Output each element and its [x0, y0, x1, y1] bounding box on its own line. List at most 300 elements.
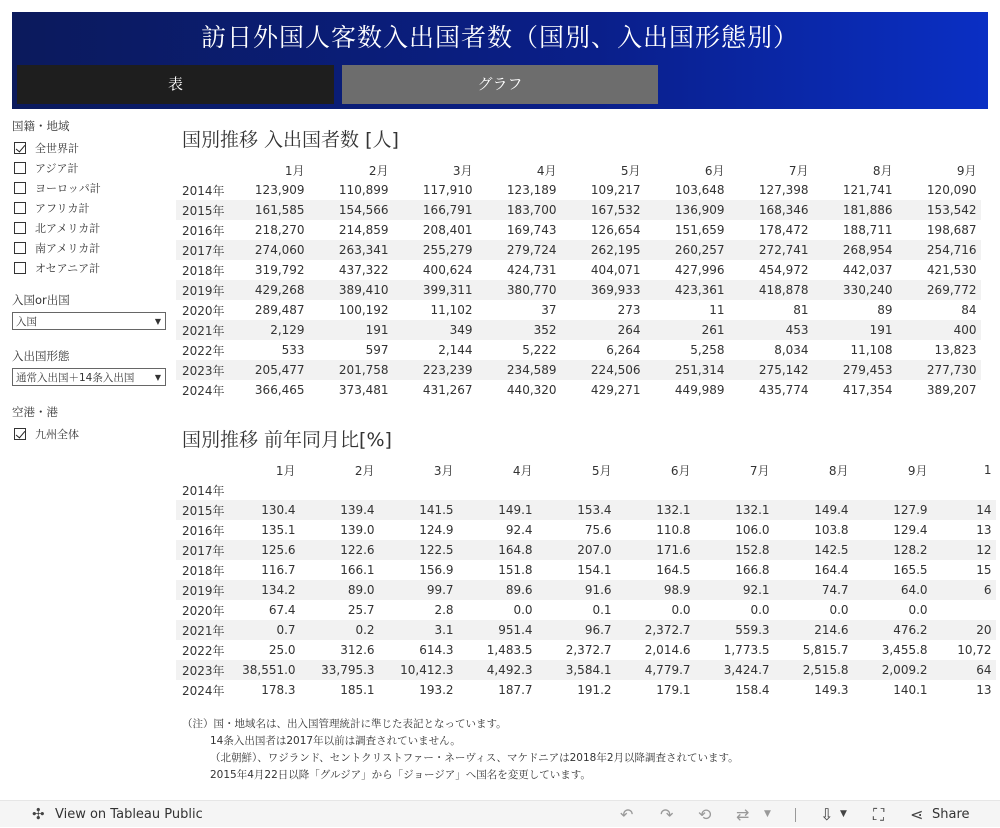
filter-option-label: 九州全体 — [35, 428, 79, 441]
table-cell: 5,258 — [690, 343, 725, 357]
table-cell: 98.9 — [616, 580, 695, 600]
table-cell: 2,372.7 — [616, 620, 695, 640]
column-header: 7月 — [749, 463, 770, 478]
port-filter-list — [12, 424, 170, 444]
chevron-down-icon[interactable]: ▼ — [840, 809, 847, 819]
filter-option-label: ヨーロッパ計 — [35, 182, 101, 195]
table-cell: 169,743 — [506, 223, 557, 237]
column-header: 1月 — [284, 163, 305, 178]
table-cell: 151,659 — [674, 223, 725, 237]
table-cell: 129.4 — [893, 523, 928, 537]
toolbar-divider — [795, 808, 796, 822]
direction-select[interactable] — [12, 312, 166, 330]
table-cell: 442,037 — [842, 263, 893, 277]
column-header: 6月 — [704, 163, 725, 178]
row-year: 2016年 — [182, 223, 225, 238]
table-row — [176, 560, 996, 580]
table-cell: 96.7 — [537, 620, 616, 640]
table2-title: 国別推移 前年同月比[%] — [182, 429, 392, 451]
table-cell: 263,341 — [309, 240, 393, 260]
table-cell: 1,483.5 — [486, 643, 533, 657]
table-row — [176, 300, 981, 320]
table-cell: 418,878 — [729, 280, 813, 300]
form-filter-title: 入出国形態 — [12, 349, 70, 363]
table-cell: 178,472 — [758, 223, 809, 237]
table-cell: 187.7 — [498, 683, 533, 697]
column-header: 3月 — [452, 163, 473, 178]
note-line: 2015年4月22日以降「グルジア」から「ジョージア」へ国名を変更しています。 — [210, 769, 591, 781]
column-header: 7月 — [788, 163, 809, 178]
table-cell: 2,515.8 — [774, 660, 853, 680]
filter-option[interactable] — [12, 178, 170, 198]
table-cell: 10,412.3 — [379, 660, 458, 680]
table-row — [176, 240, 981, 260]
table-cell: 3,424.7 — [695, 660, 774, 680]
checkbox[interactable] — [14, 428, 26, 440]
table-cell: 168,346 — [729, 200, 813, 220]
filter-option[interactable] — [12, 258, 170, 278]
checkbox[interactable] — [14, 142, 26, 154]
table-cell: 13 — [976, 683, 992, 697]
table-cell: 117,910 — [422, 183, 473, 197]
table-cell: 134.2 — [229, 580, 300, 600]
table-cell: 142.5 — [774, 540, 853, 560]
table-cell: 191 — [309, 320, 393, 340]
table-cell: 165.5 — [893, 563, 928, 577]
table-cell: 167,532 — [561, 200, 645, 220]
column-header: 3月 — [433, 463, 454, 478]
table-cell: 400 — [897, 320, 981, 340]
table-cell: 6 — [932, 580, 996, 600]
filter-option[interactable] — [12, 198, 170, 218]
column-header: 4月 — [536, 163, 557, 178]
table2-container — [176, 460, 992, 700]
column-header: 1月 — [275, 463, 296, 478]
table-cell: 437,322 — [338, 263, 389, 277]
table-cell: 205,477 — [229, 360, 309, 380]
table-cell: 2,129 — [229, 320, 309, 340]
country-filter-title: 国籍・地域 — [12, 119, 70, 133]
table-cell: 274,060 — [229, 240, 309, 260]
table-cell: 64.0 — [853, 580, 932, 600]
table-cell: 132.1 — [616, 500, 695, 520]
form-select[interactable] — [12, 368, 166, 386]
table-cell — [932, 600, 996, 620]
table-cell: 149.4 — [774, 500, 853, 520]
table-cell: 139.0 — [340, 523, 375, 537]
table-cell: 2,144 — [438, 343, 473, 357]
table-cell: 312.6 — [340, 643, 375, 657]
table-cell: 5,815.7 — [802, 643, 849, 657]
table-row — [176, 380, 981, 400]
filter-panel — [12, 118, 170, 444]
row-year: 2019年 — [176, 280, 229, 300]
table-cell: 191 — [813, 320, 897, 340]
refresh-icon[interactable]: ⇄ — [736, 805, 750, 824]
table-cell: 151.8 — [498, 563, 533, 577]
table-cell: 11 — [709, 303, 725, 317]
table-cell: 352 — [477, 320, 561, 340]
table-cell: 400,624 — [422, 263, 473, 277]
filter-option-label: アジア計 — [35, 162, 79, 175]
year-header — [176, 460, 229, 480]
tab-graph[interactable]: グラフ — [342, 65, 658, 104]
table-cell: 2,014.6 — [644, 643, 691, 657]
column-header: 4月 — [512, 463, 533, 478]
filter-option[interactable] — [12, 158, 170, 178]
table-cell: 153.4 — [537, 500, 616, 520]
table-cell: 349 — [393, 320, 477, 340]
table-cell: 0.0 — [829, 603, 849, 617]
column-header: 6月 — [670, 463, 691, 478]
form-select-value: 通常入出国＋14条入出国 — [16, 371, 135, 384]
header-row — [176, 160, 981, 180]
table-cell: 158.4 — [735, 683, 770, 697]
table-cell: 74.7 — [774, 580, 853, 600]
table-cell: 38,551.0 — [229, 660, 300, 680]
checkbox[interactable] — [14, 262, 26, 274]
table-cell: 198,687 — [926, 223, 977, 237]
table-cell: 132.1 — [695, 500, 774, 520]
table-row — [176, 180, 981, 200]
table-cell: 399,311 — [393, 280, 477, 300]
row-year: 2023年 — [176, 660, 229, 680]
table-cell — [774, 480, 853, 500]
table-cell: 183,700 — [477, 200, 561, 220]
table-cell: 140.1 — [893, 683, 928, 697]
filter-option-label: 全世界計 — [35, 142, 79, 155]
table-cell: 121,741 — [842, 183, 893, 197]
table-cell: 164.8 — [458, 540, 537, 560]
table-cell: 123,189 — [506, 183, 557, 197]
row-year: 2015年 — [176, 200, 229, 220]
table-cell: 89.0 — [300, 580, 379, 600]
table-row — [176, 660, 996, 680]
table-cell: 99.7 — [379, 580, 458, 600]
table-cell: 429,271 — [590, 383, 641, 397]
table-cell: 0.0 — [908, 603, 928, 617]
row-year: 2024年 — [182, 683, 225, 698]
column-header: 2月 — [368, 163, 389, 178]
table-cell: 417,354 — [842, 383, 893, 397]
table-cell: 427,996 — [674, 263, 725, 277]
table-cell: 0.7 — [229, 620, 300, 640]
table-cell: 103.8 — [814, 523, 849, 537]
ratio-table — [176, 460, 996, 700]
table-cell: 1,773.5 — [723, 643, 770, 657]
table-cell — [695, 480, 774, 500]
table-cell: 139.4 — [300, 500, 379, 520]
table-cell: 214,859 — [338, 223, 389, 237]
table-cell: 279,724 — [477, 240, 561, 260]
table-row — [176, 580, 996, 600]
table-cell: 261 — [645, 320, 729, 340]
download-icon[interactable]: ⇩ — [820, 805, 834, 824]
table-row — [176, 600, 996, 620]
table-cell: 251,314 — [645, 360, 729, 380]
table-cell: 0.2 — [300, 620, 379, 640]
table-cell: 128.2 — [853, 540, 932, 560]
row-year: 2022年 — [182, 343, 225, 358]
table-cell: 127,398 — [758, 183, 809, 197]
undo-icon[interactable]: ↶ — [620, 805, 634, 824]
country-filter-list — [12, 138, 170, 278]
table-cell: 4,492.3 — [458, 660, 537, 680]
year-header — [176, 160, 229, 180]
table-cell: 4,779.7 — [616, 660, 695, 680]
table-row — [176, 220, 981, 240]
table-cell: 13 — [976, 523, 992, 537]
table-cell: 110,899 — [338, 183, 389, 197]
chevron-down-icon: ▼ — [154, 316, 161, 326]
table-cell: 166,791 — [393, 200, 477, 220]
column-header: 5月 — [620, 163, 641, 178]
table-cell — [853, 480, 932, 500]
table-cell: 11,102 — [430, 303, 473, 317]
table-cell: 141.5 — [379, 500, 458, 520]
table-cell: 273 — [617, 303, 641, 317]
table-cell: 373,481 — [338, 383, 389, 397]
share-icon[interactable]: ⋖ — [910, 805, 924, 824]
footnotes — [182, 716, 739, 784]
checkbox[interactable] — [14, 242, 26, 254]
table-cell: 125.6 — [229, 540, 300, 560]
filter-option[interactable] — [12, 238, 170, 258]
port-filter-title: 空港・港 — [12, 405, 58, 419]
row-year: 2016年 — [182, 523, 225, 538]
table-cell: 201,758 — [309, 360, 393, 380]
table-cell: 166.8 — [735, 563, 770, 577]
note-line: 14条入出国者は2017年以前は調査されていません。 — [210, 735, 461, 747]
checkbox[interactable] — [14, 202, 26, 214]
row-year: 2017年 — [176, 540, 229, 560]
table-row — [176, 500, 996, 520]
share-button[interactable]: Share — [932, 807, 970, 822]
row-year: 2014年 — [182, 183, 225, 198]
table-cell: 423,361 — [645, 280, 729, 300]
table-row — [176, 320, 981, 340]
table-cell: 404,071 — [590, 263, 641, 277]
fullscreen-icon[interactable]: ⛶ — [873, 805, 885, 824]
checkbox[interactable] — [14, 222, 26, 234]
table-cell: 3,455.8 — [881, 643, 928, 657]
table-cell: 92.4 — [505, 523, 533, 537]
table-row — [176, 480, 996, 500]
table-cell: 37 — [541, 303, 557, 317]
tableau-toolbar — [0, 800, 1000, 827]
tableau-logo-icon: ✣ — [32, 805, 45, 823]
table-cell: 454,972 — [758, 263, 809, 277]
redo-icon[interactable]: ↷ — [660, 805, 674, 824]
table-cell: 3,584.1 — [537, 660, 616, 680]
table-cell: 92.1 — [695, 580, 774, 600]
filter-option[interactable] — [12, 218, 170, 238]
table-cell: 389,207 — [926, 383, 977, 397]
checkbox[interactable] — [14, 182, 26, 194]
table-cell: 476.2 — [853, 620, 932, 640]
filter-option-label: 北アメリカ計 — [35, 222, 101, 235]
table-cell — [616, 480, 695, 500]
tab-table[interactable]: 表 — [17, 65, 334, 104]
table-cell: 269,772 — [897, 280, 981, 300]
table-cell: 171.6 — [616, 540, 695, 560]
table-cell: 11,108 — [850, 343, 893, 357]
checkbox[interactable] — [14, 162, 26, 174]
table-cell: 149.1 — [458, 500, 537, 520]
table-cell: 20 — [932, 620, 996, 640]
column-header: 8月 — [828, 463, 849, 478]
table-cell: 100,192 — [338, 303, 389, 317]
table-cell: 533 — [281, 343, 305, 357]
table-cell: 84 — [961, 303, 977, 317]
table-cell: 106.0 — [735, 523, 770, 537]
table-row — [176, 340, 981, 360]
direction-select-value: 入国 — [16, 315, 37, 328]
table-cell: 135.1 — [261, 523, 296, 537]
table-cell: 10,72 — [957, 643, 992, 657]
table-cell: 264 — [561, 320, 645, 340]
table-cell: 5,222 — [522, 343, 557, 357]
table-cell: 179.1 — [656, 683, 691, 697]
table-cell: 366,465 — [254, 383, 305, 397]
revert-icon[interactable]: ⟲ — [698, 805, 712, 824]
table-cell: 429,268 — [229, 280, 309, 300]
table-cell: 207.0 — [537, 540, 616, 560]
table-cell: 103,648 — [674, 183, 725, 197]
column-header: 2月 — [354, 463, 375, 478]
table-row — [176, 260, 981, 280]
table-cell — [932, 480, 996, 500]
table-cell — [229, 480, 300, 500]
table-cell: 8,034 — [774, 343, 809, 357]
filter-option[interactable] — [12, 138, 170, 158]
table-cell: 149.3 — [814, 683, 849, 697]
table-cell: 15 — [976, 563, 992, 577]
table-row — [176, 280, 981, 300]
table-cell: 89.6 — [458, 580, 537, 600]
table-cell: 127.9 — [853, 500, 932, 520]
table-cell: 0.1 — [592, 603, 612, 617]
table-cell: 12 — [932, 540, 996, 560]
view-on-tableau-link[interactable]: View on Tableau Public — [55, 807, 203, 822]
table-cell: 193.2 — [419, 683, 454, 697]
table-cell — [379, 480, 458, 500]
row-year: 2019年 — [176, 580, 229, 600]
table-cell: 124.9 — [419, 523, 454, 537]
table-row — [176, 200, 981, 220]
table-cell: 255,279 — [393, 240, 477, 260]
table-cell: 89 — [877, 303, 893, 317]
table-cell: 951.4 — [458, 620, 537, 640]
table-cell: 435,774 — [758, 383, 809, 397]
filter-option-label: 南アメリカ計 — [35, 242, 101, 255]
chevron-down-icon[interactable]: ▼ — [764, 809, 771, 819]
table-cell: 91.6 — [537, 580, 616, 600]
table-cell: 109,217 — [590, 183, 641, 197]
table-row — [176, 620, 996, 640]
table-cell: 2,372.7 — [565, 643, 612, 657]
column-header: 9月 — [956, 163, 977, 178]
table-cell: 559.3 — [695, 620, 774, 640]
row-year: 2018年 — [182, 563, 225, 578]
table-cell: 597 — [365, 343, 389, 357]
dashboard-title: 訪日外国人客数入出国者数（国別、入出国形態別） — [200, 23, 799, 52]
table-row — [176, 540, 996, 560]
row-year: 2021年 — [176, 620, 229, 640]
table-cell: 0.0 — [750, 603, 770, 617]
table-cell: 254,716 — [897, 240, 981, 260]
chevron-down-icon: ▼ — [154, 372, 161, 382]
table-cell: 6,264 — [606, 343, 641, 357]
table-cell: 178.3 — [261, 683, 296, 697]
row-year: 2022年 — [182, 643, 225, 658]
dashboard-header — [12, 12, 988, 109]
table-cell: 319,792 — [254, 263, 305, 277]
row-year: 2020年 — [182, 603, 225, 618]
table-cell: 449,989 — [674, 383, 725, 397]
table-cell: 234,589 — [477, 360, 561, 380]
table-row — [176, 360, 981, 380]
table-cell: 166.1 — [340, 563, 375, 577]
table-cell: 275,142 — [729, 360, 813, 380]
table-cell: 188,711 — [842, 223, 893, 237]
table-cell: 153,542 — [897, 200, 981, 220]
column-header: 5月 — [591, 463, 612, 478]
table-cell: 123,909 — [254, 183, 305, 197]
column-header: 8月 — [872, 163, 893, 178]
table-cell: 279,453 — [813, 360, 897, 380]
table-cell: 389,410 — [309, 280, 393, 300]
table-cell: 161,585 — [229, 200, 309, 220]
table-cell — [537, 480, 616, 500]
table-cell: 268,954 — [813, 240, 897, 260]
table-cell: 289,487 — [254, 303, 305, 317]
table-cell: 2,009.2 — [853, 660, 932, 680]
table-cell: 81 — [793, 303, 809, 317]
table-cell: 424,731 — [506, 263, 557, 277]
table-cell: 421,530 — [926, 263, 977, 277]
table-cell: 453 — [729, 320, 813, 340]
header-row — [176, 460, 996, 480]
note-line: （注）国・地域名は、出入国管理統計に準じた表記となっています。 — [182, 718, 507, 730]
table-cell: 185.1 — [340, 683, 375, 697]
row-year: 2015年 — [176, 500, 229, 520]
table-cell: 67.4 — [268, 603, 296, 617]
filter-option[interactable] — [12, 424, 170, 444]
table-cell: 369,933 — [561, 280, 645, 300]
row-year: 2014年 — [182, 483, 225, 498]
table-cell: 330,240 — [813, 280, 897, 300]
direction-filter-title: 入国or出国 — [12, 293, 70, 307]
table-cell: 136,909 — [645, 200, 729, 220]
table-cell: 277,730 — [897, 360, 981, 380]
table-cell: 272,741 — [729, 240, 813, 260]
table-cell: 75.6 — [584, 523, 612, 537]
table-cell — [300, 480, 379, 500]
table-cell: 223,239 — [393, 360, 477, 380]
table-cell: 440,320 — [506, 383, 557, 397]
table-cell: 122.5 — [379, 540, 458, 560]
note-line: （北朝鮮）、ワジランド、セントクリストファー・ネーヴィス、マケドニアは2018年2月以降調査されています。 — [210, 752, 739, 764]
table-cell: 208,401 — [422, 223, 473, 237]
table-cell: 120,090 — [926, 183, 977, 197]
table-cell: 218,270 — [254, 223, 305, 237]
table-cell: 156.9 — [419, 563, 454, 577]
table-cell: 130.4 — [229, 500, 300, 520]
table-cell: 0.0 — [671, 603, 691, 617]
table-row — [176, 680, 996, 700]
table-cell: 3.1 — [379, 620, 458, 640]
